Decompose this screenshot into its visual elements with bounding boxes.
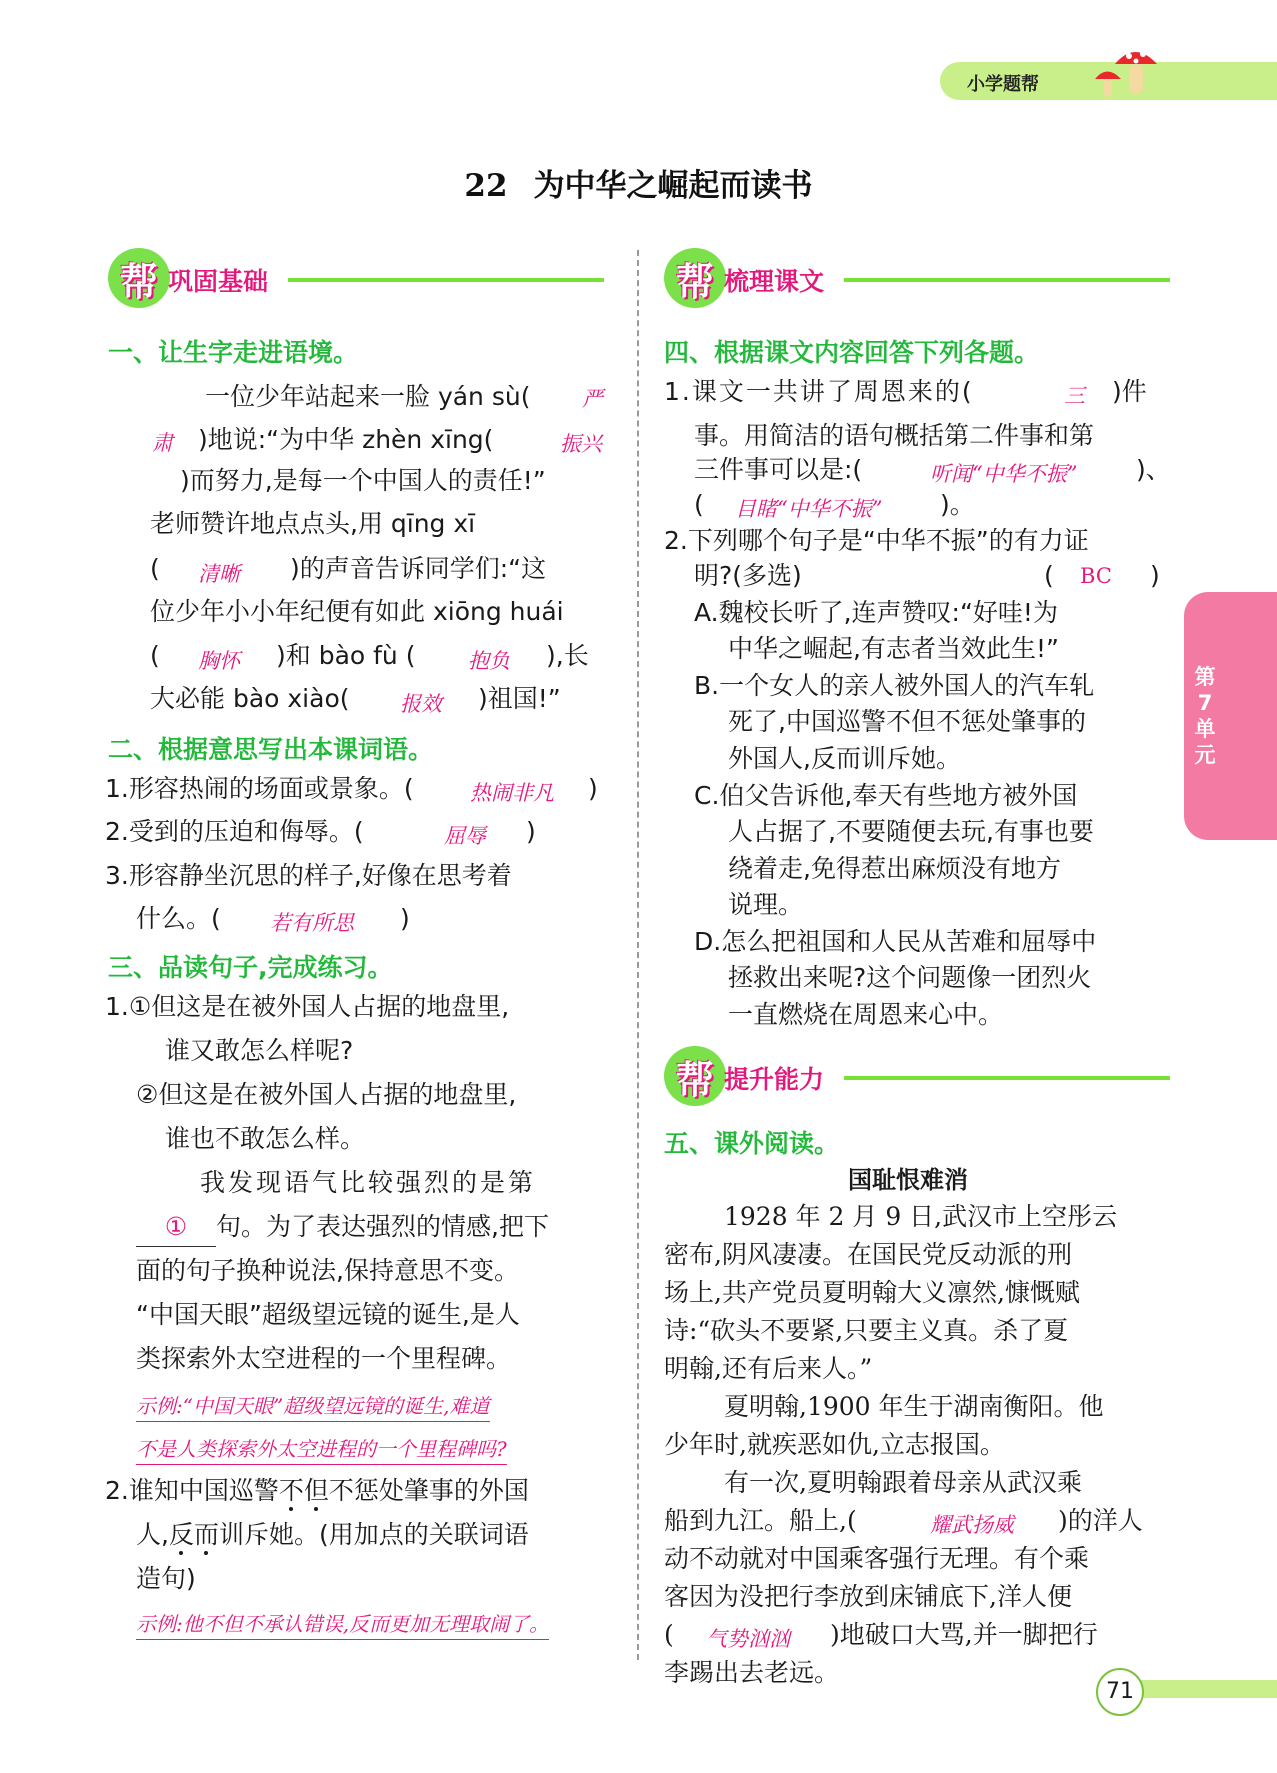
answer: 报效	[400, 692, 442, 716]
text-line: 绕着走,免得惹出麻烦没有地方	[728, 854, 1061, 883]
text-line: 面的句子换种说法,保持意思不变。	[136, 1256, 519, 1285]
answer: 三	[1064, 384, 1085, 408]
lesson-title	[0, 160, 1277, 205]
answer: 屈辱	[444, 824, 486, 848]
option-c: C.伯父告诉他,奉天有些地方被外国	[694, 781, 1078, 810]
option-a: A.魏校长听了,连声赞叹:“好哇!为	[694, 598, 1058, 627]
text-line: )。	[940, 490, 975, 519]
text-line: (	[694, 490, 704, 519]
text-line: )	[400, 904, 410, 933]
unit-label: 第7单元	[1194, 665, 1216, 767]
text-line: )	[588, 774, 598, 803]
reading-line: 密布,阴风凄凄。在国民党反动派的刑	[664, 1240, 1072, 1269]
text-line: 1.①但这是在被外国人占据的地盘里,	[105, 992, 510, 1021]
text-line: 外国人,反而训斥她。	[728, 744, 961, 773]
text-line: 什么。(	[136, 904, 221, 933]
text-line: )、	[1136, 455, 1171, 484]
reading-line: 船到九江。船上,(	[664, 1506, 857, 1535]
lesson-number: 22	[464, 168, 508, 204]
text-line: )祖国!”	[478, 684, 561, 713]
text-line: 2.谁知中国巡警不但不惩处肇事的外国	[105, 1476, 529, 1505]
text-line: 位少年小小年纪便有如此 xiōng huái	[150, 597, 564, 626]
text-line: 1.课文一共讲了周恩来的(	[664, 377, 974, 406]
text-line: 2.受到的压迫和侮辱。(	[105, 817, 364, 846]
text-line: (	[150, 554, 160, 583]
answer: BC	[1080, 564, 1112, 588]
column-divider	[637, 250, 639, 1660]
reading-line: 诗:“砍头不要紧,只要主义真。杀了夏	[664, 1316, 1069, 1345]
reading-line: 1928 年 2 月 9 日,武汉市上空彤云	[724, 1202, 1118, 1231]
text-line: 中华之崛起,有志者当效此生!”	[728, 634, 1059, 663]
banner-title: 巩固基础	[168, 267, 269, 296]
text-line: (	[150, 641, 160, 670]
banner-title: 提升能力	[724, 1065, 825, 1094]
answer: 若有所思	[270, 911, 354, 935]
text-line: 我发现语气比较强烈的是第	[200, 1168, 537, 1197]
lesson-title-text: 为中华之崛起而读书	[533, 168, 813, 204]
answer-example: 示例:“中国天眼”超级望远镜的诞生,难道	[136, 1390, 490, 1422]
text-line: )地说:“为中华 zhèn xīng(	[198, 425, 494, 454]
text-line: 大必能 bào xiào(	[150, 684, 350, 713]
text-line: 明?(多选)	[694, 561, 802, 590]
banner-bang-icon: 帮	[108, 248, 170, 308]
reading-line: 少年时,就疾恶如仇,立志报国。	[664, 1430, 1005, 1459]
brand-name: 小学题帮	[967, 74, 1039, 95]
text-line: “中国天眼”超级望远镜的诞生,是人	[136, 1300, 520, 1329]
reading-line: 明翰,还有后来人。”	[664, 1354, 873, 1383]
answer: 听闻“中华不振”	[930, 462, 1078, 486]
reading-line: 客因为没把行李放到床铺底下,洋人便	[664, 1582, 1072, 1611]
text-line: 一位少年站起来一脸 yán sù(	[205, 382, 531, 411]
text-line: ②但这是在被外国人占据的地盘里,	[136, 1080, 517, 1109]
text-line: ),长	[546, 641, 589, 670]
answer: 振兴	[560, 432, 602, 456]
text-line: 造句)	[136, 1564, 196, 1593]
text-line: (	[1044, 561, 1054, 590]
text-line: 2.下列哪个句子是“中华不振”的有力证	[664, 526, 1089, 555]
answer-example: 示例:他不但不承认错误,反而更加无理取闹了。	[136, 1608, 549, 1640]
answer: 胸怀	[198, 649, 240, 673]
text-line: 3.形容静坐沉思的样子,好像在思考着	[105, 861, 512, 890]
text-line: 拯救出来呢?这个问题像一团烈火	[728, 963, 1092, 992]
text-line: )而努力,是每一个中国人的责任!”	[180, 466, 546, 495]
page-number: 71	[1096, 1668, 1144, 1716]
section-heading-3: 三、品读句子,完成练习。	[108, 953, 393, 982]
answer-blank: ①	[136, 1208, 216, 1247]
banner-line	[844, 278, 1170, 282]
answer: 热闹非凡	[470, 781, 554, 805]
text-line: 老师赞许地点点头,用 qīng xī	[150, 509, 476, 538]
text-line: 谁也不敢怎么样。	[165, 1124, 366, 1153]
text-line: 人占据了,不要随便去玩,有事也要	[728, 817, 1094, 846]
banner-title: 梳理课文	[724, 267, 825, 296]
banner-improve	[664, 1046, 1174, 1106]
footer-bar	[1130, 1680, 1277, 1698]
text-line: 谁又敢怎么样呢?	[165, 1036, 354, 1065]
text-line: )和 bào fù (	[276, 641, 416, 670]
reading-line: )的洋人	[1058, 1506, 1143, 1535]
section-heading-2: 二、根据意思写出本课词语。	[108, 735, 434, 764]
answer: 严	[582, 387, 603, 411]
banner-consolidate	[108, 248, 608, 308]
text-line: 死了,中国巡警不但不惩处肇事的	[728, 707, 1086, 736]
section-heading-4: 四、根据课文内容回答下列各题。	[664, 338, 1040, 367]
answer: 清晰	[198, 562, 240, 586]
answer: 肃	[152, 431, 173, 455]
answer: 目睹“中华不振”	[735, 497, 883, 521]
banner-line	[844, 1076, 1170, 1080]
reading-line: 动不动就对中国乘客强行无理。有个乘	[664, 1544, 1090, 1573]
reading-line: 有一次,夏明翰跟着母亲从武汉乘	[724, 1468, 1082, 1497]
text-line: 事。用简洁的语句概括第二件事和第	[694, 421, 1095, 450]
text-line: 说理。	[728, 890, 804, 919]
answer: 气势汹汹	[706, 1627, 790, 1651]
reading-line: )地破口大骂,并一脚把行	[830, 1620, 1098, 1649]
text-line: 人,反而训斥她。(用加点的关联词语	[136, 1520, 529, 1549]
banner-sort	[664, 248, 1174, 308]
banner-line	[288, 278, 604, 282]
text-line: 1.形容热闹的场面或景象。(	[105, 774, 414, 803]
text-line: 类探索外太空进程的一个里程碑。	[136, 1344, 512, 1373]
reading-title: 国耻恨难消	[848, 1166, 968, 1194]
banner-bang-icon: 帮	[664, 248, 726, 308]
text-line: ① 句。为了表达强烈的情感,把下	[136, 1208, 549, 1247]
section-heading-1: 一、让生字走进语境。	[108, 338, 359, 367]
answer: 抱负	[468, 649, 510, 673]
text-line: )	[1150, 561, 1160, 590]
text-line: )	[526, 817, 536, 846]
text-line: )的声音告诉同学们:“这	[290, 554, 547, 583]
reading-line: 李踢出去老远。	[664, 1658, 840, 1687]
reading-line: 场上,共产党员夏明翰大义凛然,慷慨赋	[664, 1278, 1080, 1307]
banner-bang-icon: 帮	[664, 1046, 726, 1106]
reading-line: 夏明翰,1900 年生于湖南衡阳。他	[724, 1392, 1104, 1421]
section-heading-5: 五、课外阅读。	[664, 1129, 840, 1158]
reading-line: (	[664, 1620, 674, 1649]
text-line: 三件事可以是:(	[694, 455, 863, 484]
option-d: D.怎么把祖国和人民从苦难和屈辱中	[694, 927, 1097, 956]
text-line: 一直燃烧在周恩来心中。	[728, 1000, 1004, 1029]
text-line: )件	[1112, 377, 1147, 406]
answer: 耀武扬威	[930, 1513, 1014, 1537]
option-b: B.一个女人的亲人被外国人的汽车轧	[694, 671, 1095, 700]
mushroom-icon	[1085, 44, 1185, 104]
answer-example: 不是人类探索外太空进程的一个里程碑吗?	[136, 1433, 507, 1465]
